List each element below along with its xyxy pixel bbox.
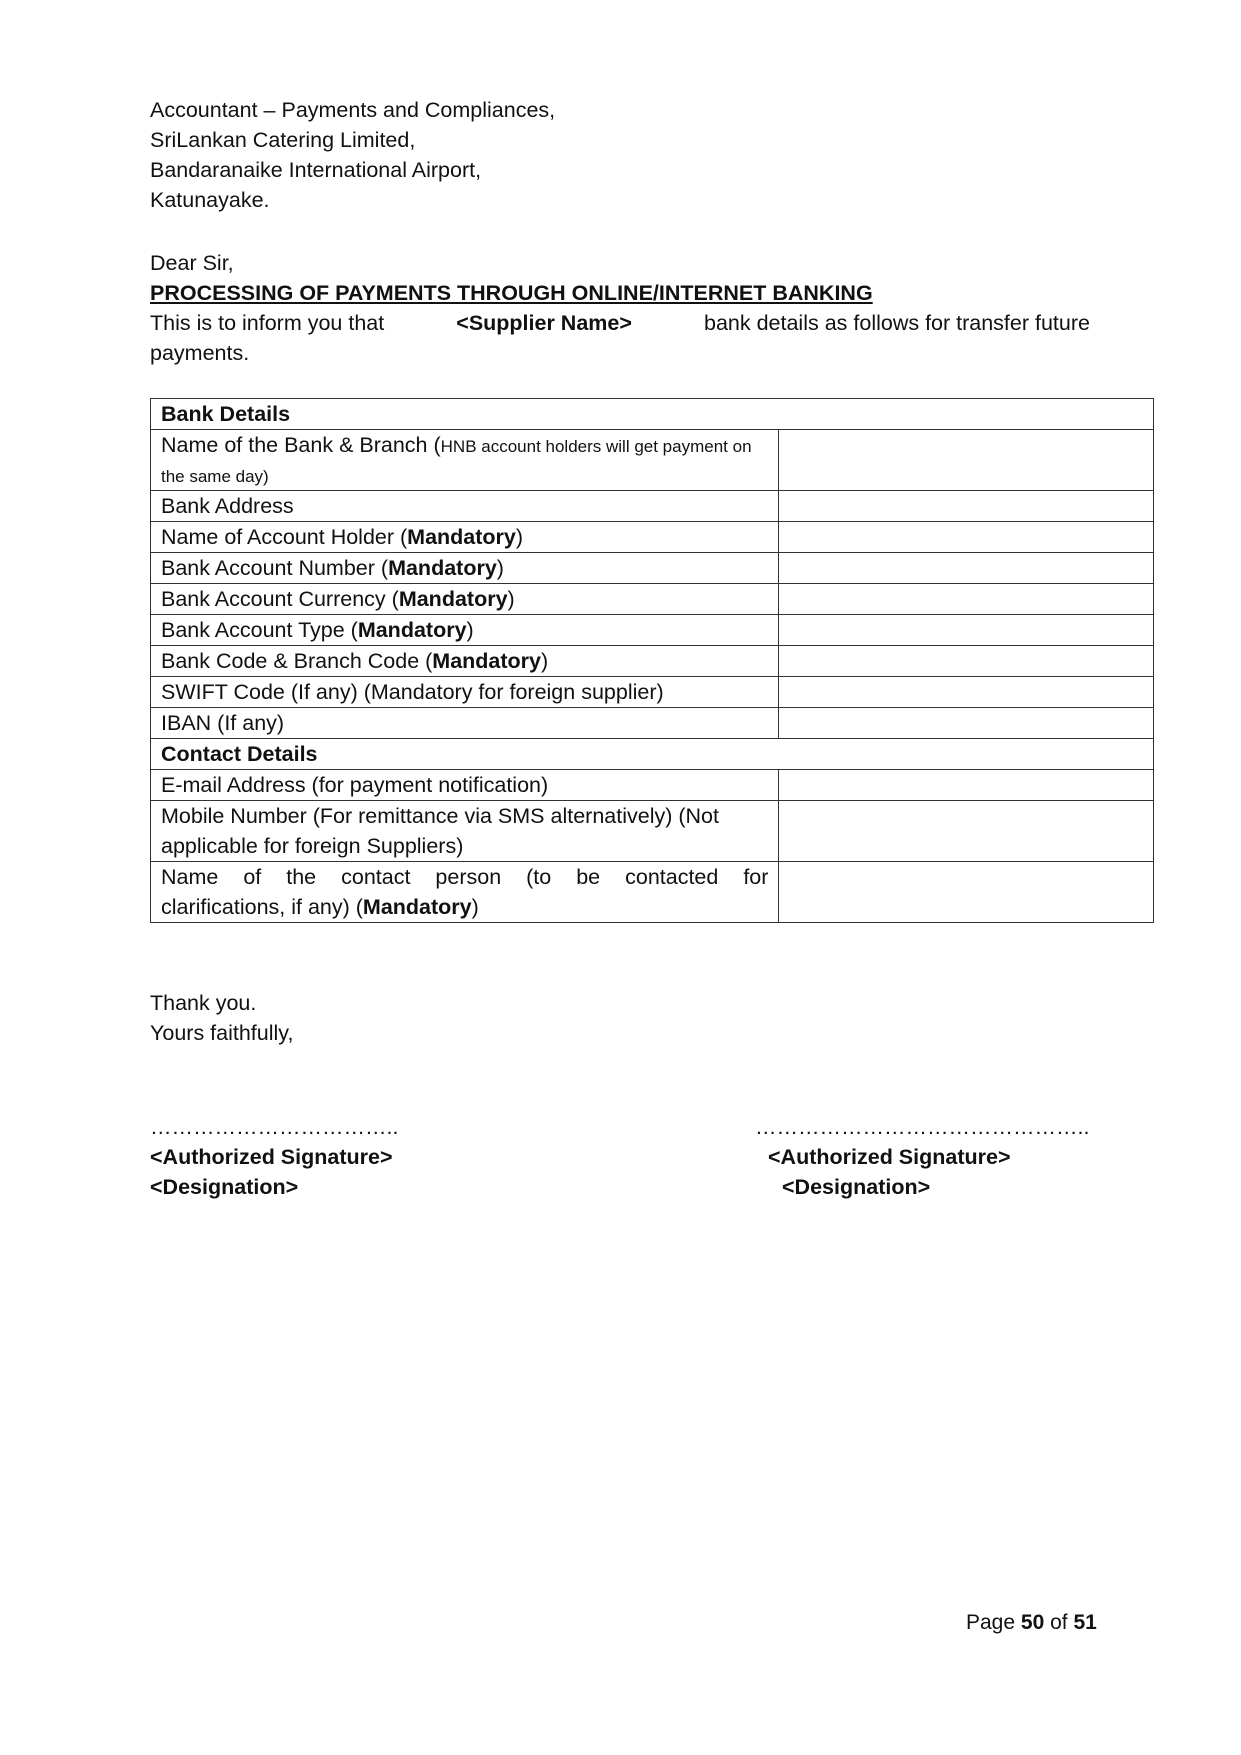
email-label: E-mail Address (for payment notification) xyxy=(151,770,779,801)
authorized-signature-left: <Authorized Signature> xyxy=(150,1145,393,1169)
iban-value[interactable] xyxy=(779,708,1154,739)
bank-address-label: Bank Address xyxy=(151,491,779,522)
account-holder-label: Name of Account Holder (Mandatory) xyxy=(151,522,779,553)
bank-branch-code-value[interactable] xyxy=(779,646,1154,677)
table-row xyxy=(151,522,1154,553)
account-number-value[interactable] xyxy=(779,553,1154,584)
table-row xyxy=(151,677,1154,708)
email-value[interactable] xyxy=(779,770,1154,801)
table-row xyxy=(151,801,1154,862)
intro-paragraph xyxy=(150,308,1090,368)
table-row xyxy=(151,708,1154,739)
swift-code-label: SWIFT Code (If any) (Mandatory for foreign supplier) xyxy=(151,677,779,708)
intro-before: This is to inform you that xyxy=(150,311,385,335)
contact-details-heading: Contact Details xyxy=(151,739,1154,770)
bank-address-value[interactable] xyxy=(779,491,1154,522)
table-row xyxy=(151,399,1154,430)
subject-heading: PROCESSING OF PAYMENTS THROUGH ONLINE/INTERNET BANKING xyxy=(150,281,873,305)
table-row xyxy=(151,770,1154,801)
signature-line-right: ……………………………………….. xyxy=(755,1115,1090,1139)
table-row xyxy=(151,553,1154,584)
account-holder-value[interactable] xyxy=(779,522,1154,553)
account-currency-label: Bank Account Currency (Mandatory) xyxy=(151,584,779,615)
closing xyxy=(150,988,293,1048)
mobile-value[interactable] xyxy=(779,801,1154,862)
contact-person-value[interactable] xyxy=(779,862,1154,923)
table-row xyxy=(151,646,1154,677)
contact-person-label: Name of the contact person (to be contacted for clarifications, if any) (Mandatory) xyxy=(151,862,779,923)
table-row xyxy=(151,430,1154,491)
recipient-address xyxy=(150,95,555,215)
bank-details-table xyxy=(150,398,1154,923)
signature-block-left xyxy=(150,1142,393,1202)
bank-name-value[interactable] xyxy=(779,430,1154,491)
signature-block-right xyxy=(768,1142,1011,1202)
account-type-value[interactable] xyxy=(779,615,1154,646)
designation-left: <Designation> xyxy=(150,1175,299,1199)
bank-name-note: HNB account holders will get payment on the same day) xyxy=(161,437,752,486)
intro-after: bank details as follows for transfer future xyxy=(703,311,1090,335)
supplier-name-placeholder: <Supplier Name> xyxy=(456,311,632,335)
recipient-line-3: Bandaranaike International Airport, xyxy=(150,158,482,182)
signature-line-left: …………………………….. xyxy=(150,1115,399,1139)
thank-you: Thank you. xyxy=(150,991,257,1015)
authorized-signature-right: <Authorized Signature> xyxy=(768,1145,1011,1169)
table-row xyxy=(151,491,1154,522)
account-type-label: Bank Account Type (Mandatory) xyxy=(151,615,779,646)
swift-code-value[interactable] xyxy=(779,677,1154,708)
bank-details-heading: Bank Details xyxy=(151,399,1154,430)
table-row xyxy=(151,739,1154,770)
sign-off: Yours faithfully, xyxy=(150,1021,294,1045)
page-number: Page 50 of 51 xyxy=(966,1611,1097,1634)
account-number-label: Bank Account Number (Mandatory) xyxy=(151,553,779,584)
table-row xyxy=(151,584,1154,615)
table-row xyxy=(151,615,1154,646)
account-currency-value[interactable] xyxy=(779,584,1154,615)
table-row xyxy=(151,862,1154,923)
intro-line-2: payments. xyxy=(150,341,250,365)
salutation: Dear Sir, xyxy=(150,251,234,275)
bank-branch-code-label: Bank Code & Branch Code (Mandatory) xyxy=(151,646,779,677)
recipient-line-2: SriLankan Catering Limited, xyxy=(150,128,416,152)
recipient-line-1: Accountant – Payments and Compliances, xyxy=(150,98,556,122)
recipient-line-4: Katunayake. xyxy=(150,188,270,212)
mobile-label: Mobile Number (For remittance via SMS alternatively) (Not applicable for foreign Suppliers) xyxy=(151,801,779,862)
bank-name-label: Name of the Bank & Branch (HNB account holders will get payment on the same day) xyxy=(151,430,779,491)
designation-right: <Designation> xyxy=(782,1175,931,1199)
iban-label: IBAN (If any) xyxy=(151,708,779,739)
